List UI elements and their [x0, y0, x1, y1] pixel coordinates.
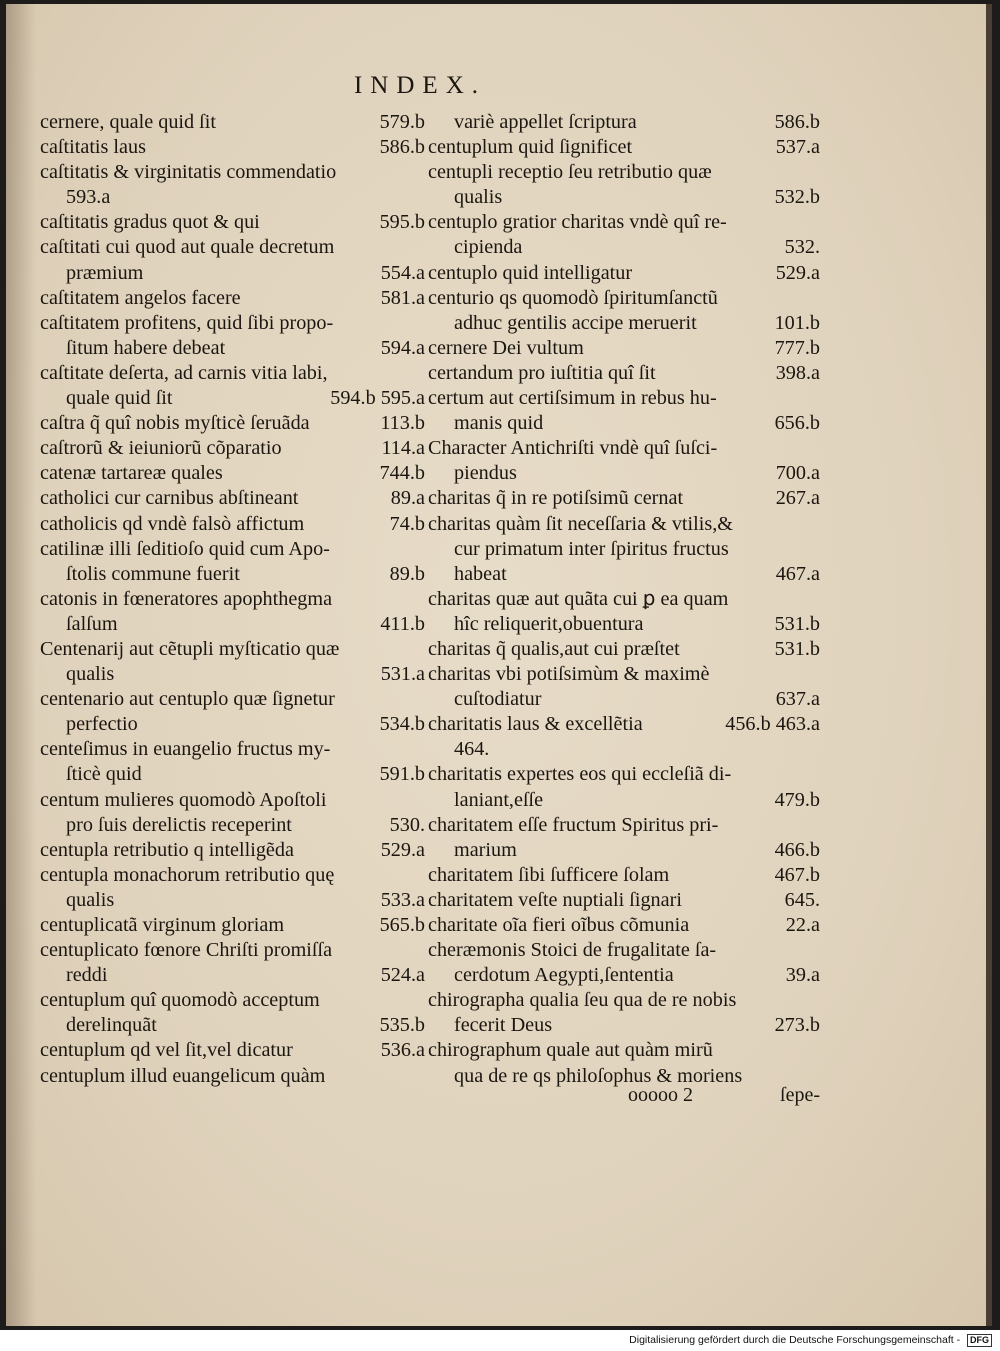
index-entry-page-ref: 532.: [784, 236, 820, 259]
index-entry-page-ref: 534.b: [379, 713, 425, 736]
index-entry-text: charitatem ſibi ſufficere ſolam: [428, 863, 670, 886]
index-entry-page-ref: 529.a: [775, 261, 820, 284]
index-entry-page-ref: 581.a: [380, 286, 425, 309]
index-entry-text: chirographum quale aut quàm mirũ: [428, 1039, 713, 1062]
index-entry-text: caſtitate deſerta, ad carnis vitia labi,: [40, 361, 328, 384]
index-entry-text: cheræmonis Stoici de frugalitate ſa-: [428, 939, 717, 962]
index-entry-page-ref: 594.a: [380, 336, 425, 359]
index-entry: [428, 512, 820, 537]
index-entry-page-ref: 700.a: [775, 462, 820, 485]
index-entry-text: charitatem veſte nuptiali ſignari: [428, 888, 682, 911]
index-entry: [40, 512, 425, 537]
index-entry: [428, 737, 820, 762]
index-entry-text: 464.: [454, 738, 490, 761]
index-entry: [40, 813, 425, 838]
index-entry-page-ref: 530.: [389, 813, 425, 836]
index-entry: [40, 838, 425, 863]
index-entry: [40, 762, 425, 787]
index-entry-text: centurio qs quomodò ſpiritumſanctũ: [428, 286, 718, 309]
index-entry-text: præmium: [66, 261, 144, 284]
index-entry-page-ref: 466.b: [774, 838, 820, 861]
index-entry-text: centuplum quî quomodò acceptum: [40, 989, 320, 1012]
index-entry: [40, 888, 425, 913]
index-entry: [428, 788, 820, 813]
index-entry: [428, 662, 820, 687]
index-entry-page-ref: 532.b: [774, 186, 820, 209]
index-entry-text: piendus: [454, 462, 517, 485]
index-entry-page-ref: 273.b: [774, 1014, 820, 1037]
index-entry-page-ref: 777.b: [774, 336, 820, 359]
index-entry-page-ref: 536.a: [380, 1039, 425, 1062]
index-entry-page-ref: 565.b: [379, 914, 425, 936]
index-entry-page-ref: 89.a: [390, 487, 425, 510]
index-entry: [40, 938, 425, 963]
index-entry-page-ref: 524.a: [380, 964, 425, 987]
index-entry: [40, 537, 425, 562]
index-entry-text: caſtra q̃ quî nobis myſticè ſeruãda: [40, 412, 310, 435]
index-entry-text: centuplo quid intelligatur: [428, 261, 633, 284]
index-entry-text: centupla monachorum retributio quę: [40, 863, 335, 886]
index-entry-text: ſticè quid: [66, 763, 142, 786]
index-entry-page-ref: 637.a: [775, 688, 820, 711]
index-entry-page-ref: 535.b: [379, 1014, 425, 1037]
index-entry: [428, 135, 820, 160]
index-entry-text: ſitum habere debeat: [66, 336, 226, 359]
index-entry-text: habeat: [454, 562, 507, 585]
index-entry-text: catonis in fœneratores apophthegma: [40, 587, 333, 610]
index-entry-page-ref: 267.a: [775, 487, 820, 510]
index-entry-page-ref: 537.a: [775, 136, 820, 159]
index-entry-text: cernere Dei vultum: [428, 336, 584, 359]
index-entry: [40, 461, 425, 486]
index-entry: [40, 361, 425, 386]
index-entry: [428, 938, 820, 963]
index-entry-page-ref: 479.b: [774, 788, 820, 811]
index-entry: [428, 461, 820, 486]
index-entry: [40, 486, 425, 511]
index-entry: [428, 813, 820, 838]
index-entry-text: centeſimus in euangelio fructus my-: [40, 738, 331, 761]
index-entry-text: centuplum illud euangelicum quàm: [40, 1064, 326, 1087]
index-entry: [428, 612, 820, 637]
index-entry-text: charitas quæ aut quãta cui ꝑ ea quam: [428, 587, 729, 610]
index-entry: [428, 110, 820, 135]
index-entry-page-ref: 586.b: [379, 136, 425, 159]
index-entry-text: qualis: [66, 888, 115, 911]
index-entry: [40, 612, 425, 637]
index-entry-text: centuplum quid ſignificet: [428, 136, 633, 159]
index-entry: [40, 662, 425, 687]
index-entry-page-ref: 467.a: [775, 562, 820, 585]
index-entry-text: centuplicatã virginum gloriam: [40, 914, 285, 936]
index-entry-text: charitate oĩa fieri oĩbus cõmunia: [428, 914, 690, 936]
index-entry-text: centupli receptio ſeu retributio quæ: [428, 161, 712, 184]
index-entry-page-ref: 586.b: [774, 111, 820, 133]
index-column-right: [428, 110, 820, 1089]
index-entry-page-ref: 89.b: [389, 562, 425, 585]
index-entry-text: qualis: [66, 663, 115, 686]
index-entry-text: derelinquãt: [66, 1014, 157, 1037]
index-entry: [40, 963, 425, 988]
index-entry-text: caſtitatis laus: [40, 136, 146, 159]
index-entry-page-ref: 554.a: [380, 261, 425, 284]
index-entry-text: charitatis laus & excellẽtia: [428, 713, 643, 736]
index-entry-page-ref: 595.b: [379, 211, 425, 234]
index-entry-text: Character Antichriſti vndè quî ſuſci-: [428, 437, 718, 460]
index-entry-text: 593.a: [66, 186, 111, 209]
index-entry: [428, 687, 820, 712]
index-entry: [40, 687, 425, 712]
index-entry-text: centuplum qd vel ſit,vel dicatur: [40, 1039, 293, 1062]
index-entry-text: ſalſum: [66, 612, 118, 635]
index-entry-page-ref: 411.b: [380, 612, 425, 635]
index-entry-text: charitas vbi potiſsimùm & maximè: [428, 663, 710, 686]
index-entry: [428, 235, 820, 260]
index-entry: [428, 286, 820, 311]
index-entry: [428, 185, 820, 210]
catchword: ſepe-: [780, 1084, 820, 1106]
index-entry-text: laniant,eſſe: [454, 788, 544, 811]
index-entry-page-ref: 22.a: [785, 914, 820, 936]
index-entry: [428, 160, 820, 185]
index-entry-page-ref: 114.a: [381, 437, 425, 460]
index-entry-text: caſtitatis & virginitatis commendatio: [40, 161, 337, 184]
index-entry: [40, 311, 425, 336]
index-entry-text: certandum pro iuſtitia quî ſit: [428, 361, 656, 384]
index-entry: [428, 637, 820, 662]
index-entry-text: centuplo gratior charitas vndè quî re-: [428, 211, 727, 234]
index-entry-text: caſtitatem angelos facere: [40, 286, 241, 309]
index-entry-page-ref: 645.: [784, 888, 820, 911]
index-entry: [428, 436, 820, 461]
index-entry-text: caſtrorũ & ieiuniorũ cõparatio: [40, 437, 282, 460]
index-entry-text: catholici cur carnibus abſtineant: [40, 487, 299, 510]
index-entry-text: catholicis qd vndè falsò affictum: [40, 512, 305, 535]
index-entry-page-ref: 591.b: [379, 763, 425, 786]
index-entry-text: qualis: [454, 186, 503, 209]
index-entry: [40, 712, 425, 737]
index-entry-text: charitatis expertes eos qui eccleſiã di-: [428, 763, 732, 786]
index-entry: [40, 185, 425, 210]
index-entry: [40, 261, 425, 286]
index-entry-text: perfectio: [66, 713, 138, 736]
index-entry-page-ref: 531.b: [774, 612, 820, 635]
index-entry-text: qua de re qs philoſophus & moriens: [454, 1064, 743, 1087]
index-entry: [428, 712, 820, 737]
index-entry: [428, 210, 820, 235]
index-entry: [40, 110, 425, 135]
index-entry-text: reddi: [66, 964, 108, 987]
index-entry: [428, 1038, 820, 1063]
index-entry: [40, 411, 425, 436]
index-entry-page-ref: 398.a: [775, 361, 820, 384]
index-entry-text: centupla retributio q intelligẽda: [40, 838, 294, 861]
index-entry-text: caſtitatem profitens, quid ſibi propo-: [40, 311, 334, 334]
index-entry-text: charitatem eſſe fructum Spiritus pri-: [428, 813, 719, 836]
gutter-shadow: [6, 4, 36, 1326]
index-entry: [428, 888, 820, 913]
index-column-left: [40, 110, 425, 1089]
page-header: INDEX.: [353, 72, 486, 99]
index-entry-page-ref: 579.b: [379, 111, 425, 133]
index-entry: [428, 537, 820, 562]
index-entry: [428, 361, 820, 386]
index-entry-page-ref: 74.b: [389, 512, 425, 535]
index-entry: [428, 963, 820, 988]
index-entry: [40, 562, 425, 587]
index-entry: [428, 562, 820, 587]
index-entry-text: charitas quàm ſit neceſſaria & vtilis,&: [428, 512, 733, 535]
index-entry-text: pro ſuis derelictis receperint: [66, 813, 292, 836]
index-entry: [428, 762, 820, 787]
index-entry-text: ſtolis commune fuerit: [66, 562, 240, 585]
index-entry-text: cerdotum Aegypti,ſententia: [454, 964, 674, 987]
index-entry-page-ref: 744.b: [379, 462, 425, 485]
index-entry: [428, 863, 820, 888]
index-entry: [40, 737, 425, 762]
index-entry-text: marium: [454, 838, 517, 861]
index-entry-page-ref: 113.b: [380, 412, 425, 435]
index-entry-text: manis quid: [454, 412, 544, 435]
page-footer: [628, 1084, 820, 1109]
index-entry: [40, 436, 425, 461]
index-entry-page-ref: 594.b 595.a: [330, 387, 425, 410]
index-entry-text: certum aut certiſsimum in rebus hu-: [428, 387, 717, 410]
index-entry: [40, 1064, 425, 1089]
index-entry-text: variè appellet ſcriptura: [454, 111, 637, 133]
digitization-note: Digitalisierung gefördert durch die Deutsche Forschungsgemeinschaft -: [629, 1334, 961, 1346]
index-entry-text: fecerit Deus: [454, 1014, 553, 1037]
dfg-logo: DFG: [967, 1334, 992, 1347]
index-entry: [40, 913, 425, 938]
index-entry: [428, 838, 820, 863]
index-entry-page-ref: 39.a: [785, 964, 820, 987]
index-entry: [40, 160, 425, 185]
index-entry: [40, 587, 425, 612]
index-entry-text: centuplicato fœnore Chriſti promiſſa: [40, 939, 333, 962]
index-entry-text: adhuc gentilis accipe meruerit: [454, 311, 697, 334]
index-entry-page-ref: 531.a: [380, 663, 425, 686]
index-entry: [428, 386, 820, 411]
index-entry: [40, 386, 425, 411]
index-entry: [40, 135, 425, 160]
index-entry: [40, 988, 425, 1013]
index-entry-text: cernere, quale quid ſit: [40, 111, 216, 133]
index-entry: [428, 311, 820, 336]
index-entry: [428, 486, 820, 511]
index-entry: [40, 1038, 425, 1063]
index-entry-text: cur primatum inter ſpiritus fructus: [454, 537, 729, 560]
index-entry-page-ref: 533.a: [380, 888, 425, 911]
index-entry-text: catilinæ illi ſeditioſo quid cum Apo-: [40, 537, 330, 560]
index-entry: [428, 336, 820, 361]
index-entry: [40, 210, 425, 235]
index-entry-text: cipienda: [454, 236, 523, 259]
index-entry: [428, 913, 820, 938]
index-entry-page-ref: 101.b: [774, 311, 820, 334]
index-entry-text: quale quid ſit: [66, 387, 173, 410]
index-entry: [428, 411, 820, 436]
index-entry: [428, 587, 820, 612]
index-entry-text: centenario aut centuplo quæ ſignetur: [40, 688, 335, 711]
index-entry: [40, 637, 425, 662]
index-entry-text: centum mulieres quomodò Apoſtoli: [40, 788, 327, 811]
index-entry-text: Centenarij aut cẽtupli myſticatio quæ: [40, 637, 340, 660]
index-entry-page-ref: 467.b: [774, 863, 820, 886]
index-entry: [40, 863, 425, 888]
index-entry-page-ref: 529.a: [380, 838, 425, 861]
index-entry: [428, 1013, 820, 1038]
index-entry: [40, 235, 425, 260]
index-entry-text: caſtitati cui quod aut quale decretum: [40, 236, 335, 259]
index-entry: [40, 1013, 425, 1038]
index-entry-page-ref: 456.b 463.a: [725, 713, 820, 736]
index-entry-text: charitas q̃ qualis,aut cui præſtet: [428, 637, 680, 660]
index-entry: [40, 336, 425, 361]
index-entry: [428, 261, 820, 286]
index-entry-text: charitas q̃ in re potiſsimũ cernat: [428, 487, 684, 510]
index-entry-text: chirographa qualia ſeu qua de re nobis: [428, 989, 737, 1012]
index-entry: [40, 286, 425, 311]
index-entry-page-ref: 531.b: [774, 637, 820, 660]
index-entry: [428, 988, 820, 1013]
signature-mark: ooooo 2: [628, 1084, 693, 1106]
index-entry: [40, 788, 425, 813]
index-entry-text: caſtitatis gradus quot & qui: [40, 211, 260, 234]
index-entry-text: cuſtodiatur: [454, 688, 542, 711]
index-entry-text: catenæ tartareæ quales: [40, 462, 223, 485]
index-entry-page-ref: 656.b: [774, 412, 820, 435]
index-entry-text: hîc reliquerit,obuentura: [454, 612, 644, 635]
digitization-credit: [629, 1333, 992, 1347]
